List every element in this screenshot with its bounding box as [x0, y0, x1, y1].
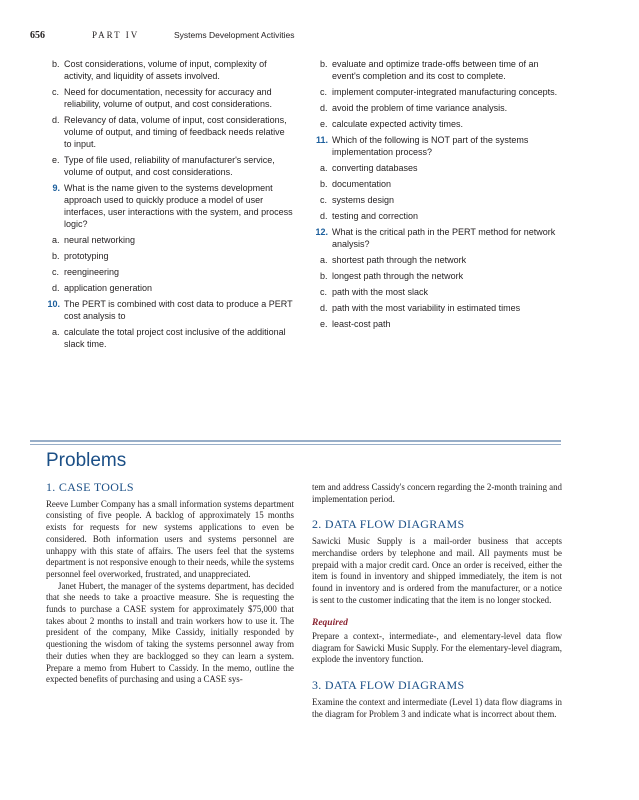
q11-option-d: d. testing and correction [320, 211, 419, 221]
page-number: 656 [30, 30, 45, 41]
q12-option-d: d. path with the most variability in estimated times [320, 303, 521, 313]
q12-option-c: c. path with the most slack [320, 287, 429, 297]
q9-option-d: d. application generation [52, 283, 153, 293]
q11-option-a: a. converting databases [320, 163, 418, 173]
page-header [30, 30, 619, 44]
q10-option-d: d. avoid the problem of time variance analysis. [320, 103, 508, 113]
section-divider-top [30, 440, 561, 442]
questions-left-column [38, 58, 294, 354]
problem-1-continuation: tem and address Cassidy's concern regarding the 2-month training and implementation period. [312, 482, 562, 504]
question-10: 10. The PERT is combined with cost data to produce a PERT cost analysis to [38, 298, 294, 322]
questions-right-column [306, 58, 568, 334]
question-number: 12. [315, 227, 328, 237]
problems-left-column [46, 482, 294, 686]
problem-3-text: Examine the context and intermediate (Level 1) data flow diagrams in the diagram for Problem 3 and indicate what is incorrect about them. [312, 696, 562, 719]
problem-1-paragraph-2: Janet Hubert, the manager of the systems department, has decided that she needs to take a proactive measure. She is requesting the funds to purchase a CASE system for approximately $75,000 that takes about 2 months to install and train workers how to use it. The president of the company, Mike Cassidy, initially responded by questioning the wisdom of taking the systems personnel away from their duties when they are backlogged so they can learn a system. Prepare a memo from Hubert to Cassidy. In the memo, outline the expected benefits of purchasing and using a CASE sys- [46, 580, 294, 685]
problem-2-title: 2. DATA FLOW DIAGRAMS [312, 517, 465, 532]
q9-option-b: b. prototyping [52, 251, 109, 261]
q8-option-e: e. Type of file used, reliability of manufacturer's service, volume of output, and cost considerations. [52, 155, 275, 177]
q8-option-b: b. Cost considerations, volume of input, complexity of activity, and liquidity of assets involved. [52, 59, 267, 81]
section-divider-bottom [30, 444, 561, 445]
problem-2-required-text: Prepare a context-, intermediate-, and elementary-level data flow diagram for Sawicki Music Supply. For the elementary-level diagram, explode the inventory function. [312, 631, 562, 665]
q10-option-a: a. calculate the total project cost inclusive of the additional slack time. [52, 327, 286, 349]
problem-3-title: 3. DATA FLOW DIAGRAMS [312, 678, 465, 693]
question-9: 9. What is the name given to the systems development approach used to quickly produce a model of user interfaces, user interactions with the system, and process logic? [38, 182, 294, 230]
q9-option-c: c. reengineering [52, 267, 120, 277]
q9-option-a: a. neural networking [52, 235, 136, 245]
question-number: 9. [52, 183, 60, 193]
q10-option-e: e. calculate expected activity times. [320, 119, 464, 129]
problems-heading: Problems [46, 450, 127, 471]
q10-option-c: c. implement computer-integrated manufacturing concepts. [320, 87, 558, 97]
q8-option-c: c. Need for documentation, necessity for accuracy and reliability, volume of output, and cost considerations. [52, 87, 272, 109]
question-11: 11. Which of the following is NOT part of the systems implementation process? [306, 134, 568, 158]
q10-option-b: b. evaluate and optimize trade-offs between time of an event's completion and its cost to complete. [320, 59, 539, 81]
question-12: 12. What is the critical path in the PERT method for network analysis? [306, 226, 568, 250]
question-number: 11. [315, 135, 328, 145]
problem-1-paragraph-1: Reeve Lumber Company has a small information systems department consisting of five people. A backlog of approximately 15 months exists for requests for new systems applications to even be considered. Both information users and systems personnel are unhappy with this state of affairs. The users feel that the systems department is not responsive enough to their needs, while the systems personnel feel overworked, frustrated, and unappreciated. [46, 498, 294, 579]
q8-option-d: d. Relevancy of data, volume of input, cost considerations, volume of output, and timing of feedback needs relative to input. [52, 115, 287, 149]
q12-option-e: e. least-cost path [320, 319, 391, 329]
q12-option-b: b. longest path through the network [320, 271, 464, 281]
problem-1-title: 1. CASE TOOLS [46, 480, 134, 494]
chapter-title: Systems Development Activities [174, 30, 295, 40]
question-number: 10. [47, 299, 60, 309]
part-label: PART IV [92, 30, 140, 40]
q11-option-b: b. documentation [320, 179, 392, 189]
problem-2-text: Sawicki Music Supply is a mail-order business that accepts merchandise orders by telephone and mail. All payments must be prepaid with a major credit card. Once an order is received, either the item is found in inventory and shipped immediately, the item is not found in inventory and is ordered from the manufacturer, or a notice is sent to the customer indicating that the item is no longer stocked. [312, 536, 562, 605]
q11-option-c: c. systems design [320, 195, 395, 205]
required-label: Required [312, 618, 348, 629]
q12-option-a: a. shortest path through the network [320, 255, 467, 265]
problems-right-column [312, 482, 562, 720]
